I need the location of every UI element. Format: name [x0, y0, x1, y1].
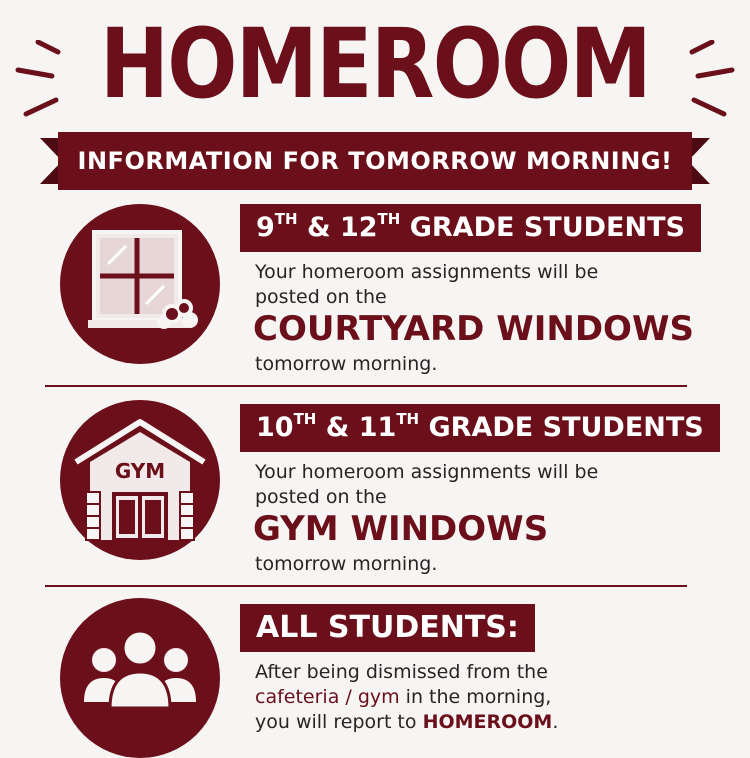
gym-label: GYM	[114, 459, 166, 483]
banner-text: INFORMATION FOR TOMORROW MORNING!	[77, 147, 673, 175]
section-text-line: Your homeroom assignments will be	[255, 461, 599, 483]
section-divider	[45, 385, 687, 387]
location-courtyard-windows: COURTYARD WINDOWS	[253, 309, 694, 349]
window-icon	[60, 204, 220, 364]
section-text-line: tomorrow morning.	[255, 353, 438, 375]
section-text-line: tomorrow morning.	[255, 553, 438, 575]
gym-building-icon	[60, 400, 220, 560]
section-heading-9-12: 9TH & 12TH GRADE STUDENTS	[240, 204, 701, 252]
subtitle-banner	[40, 132, 710, 190]
section-text-line: you will report to HOMEROOM.	[255, 711, 559, 733]
location-gym-windows: GYM WINDOWS	[253, 509, 549, 549]
section-text-line: cafeteria / gym in the morning,	[255, 686, 552, 708]
group-people-icon	[60, 598, 220, 758]
section-text-line: posted on the	[255, 286, 387, 308]
section-divider	[45, 585, 687, 587]
section-heading-all-students: ALL STUDENTS:	[240, 604, 535, 652]
section-heading-10-11: 10TH & 11TH GRADE STUDENTS	[240, 404, 720, 452]
section-text-line: After being dismissed from the	[255, 661, 548, 683]
cafeteria-gym-highlight: cafeteria / gym	[255, 686, 400, 708]
homeroom-highlight: HOMEROOM	[422, 711, 553, 733]
section-text-line: posted on the	[255, 486, 387, 508]
section-text-line: Your homeroom assignments will be	[255, 261, 599, 283]
page-title: HOMEROOM	[99, 8, 651, 120]
